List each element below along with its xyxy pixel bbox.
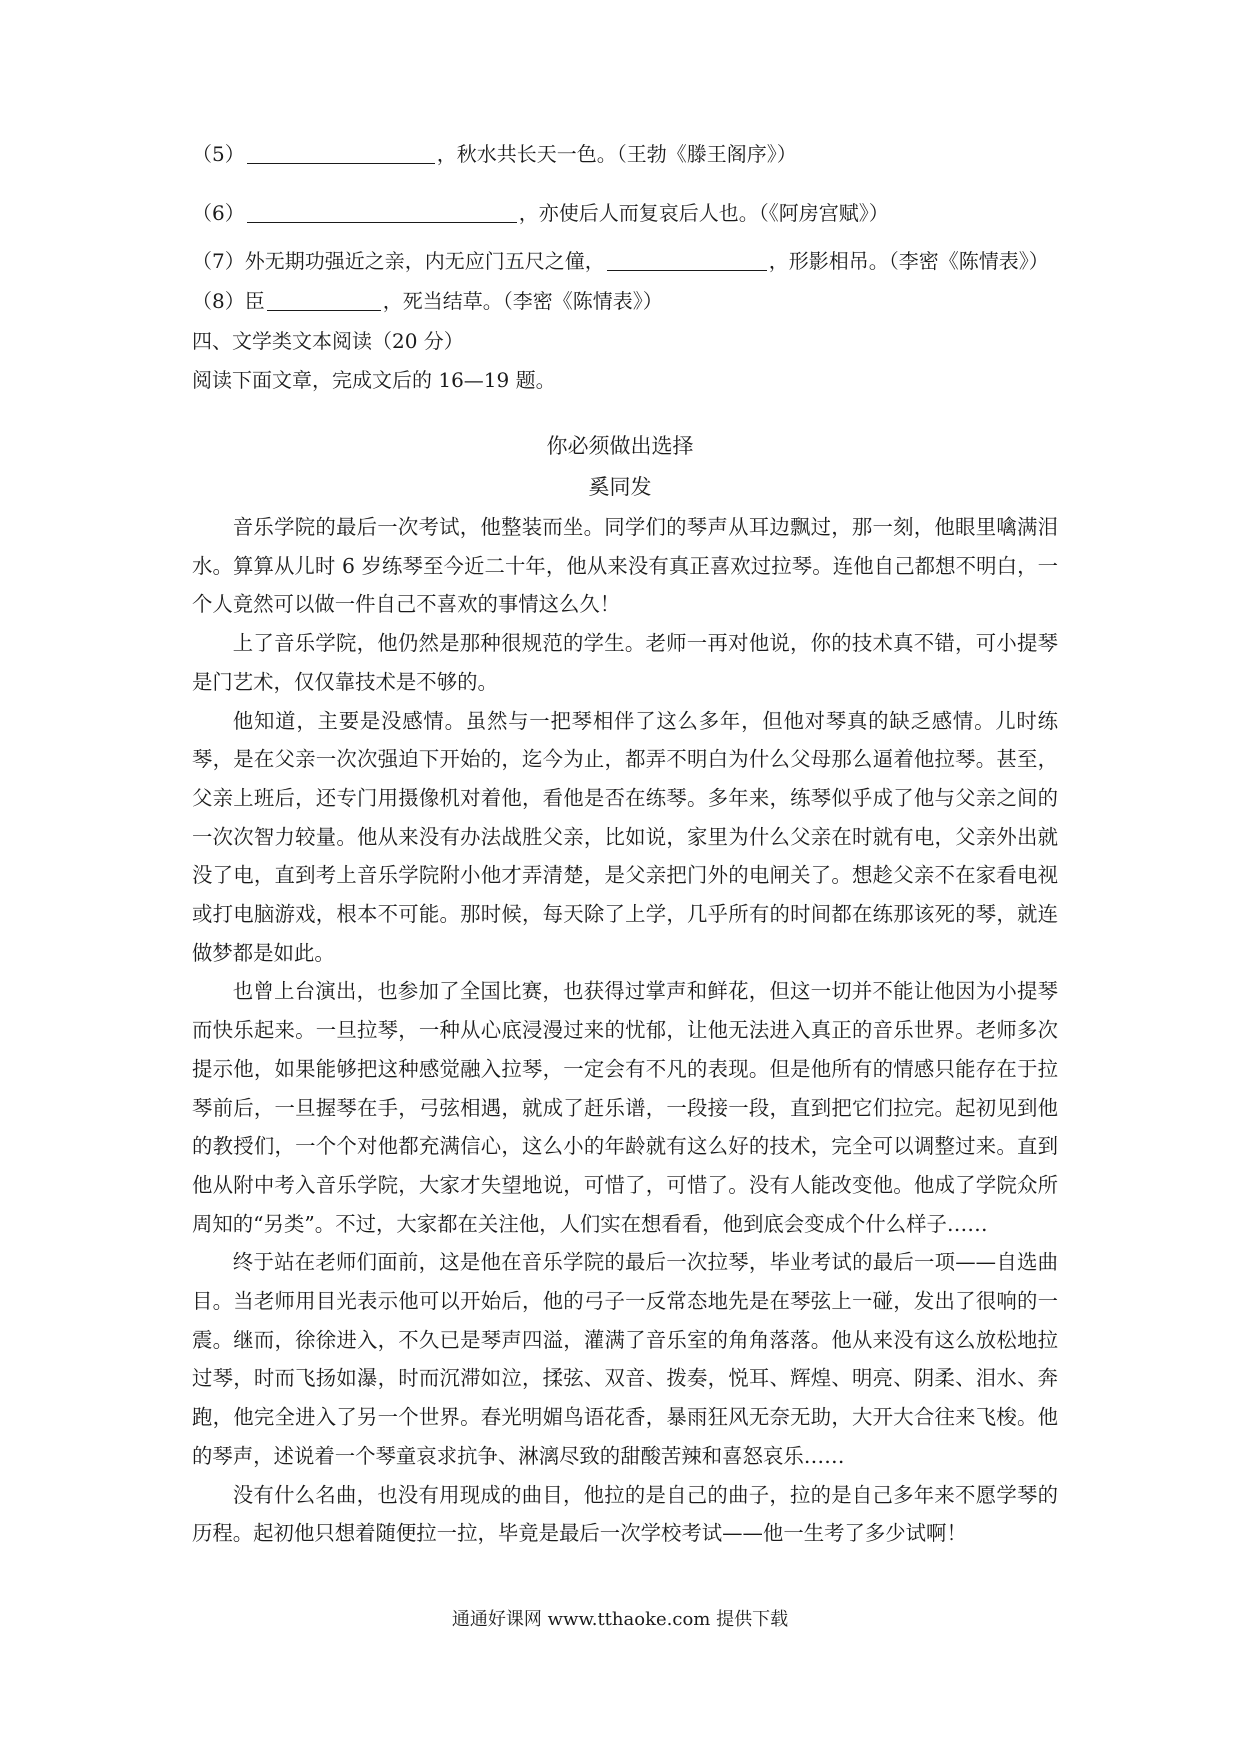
article-paragraph: 也曾上台演出，也参加了全国比赛，也获得过掌声和鲜花，但这一切并不能让他因为小提琴而快乐起来。一旦拉琴，一种从心底浸漫过来的忧郁，让他无法进入真正的音乐世界。老师多次提示他，如果能够把这种感觉融入拉琴，一定会有不凡的表现。但是他所有的情感只能存在于拉琴前后，一旦握琴在手，弓弦相遇，就成了赶乐谱，一段接一段，直到把它们拉完。起初见到他的教授们，一个个对他都充满信心，这么小的年龄就有这么好的技术，完全可以调整过来。直到他从附中考入音乐学院，大家才失望地说，可惜了，可惜了。没有人能改变他。他成了学院众所周知的“另类”。不过，大家都在关注他，人们实在想看看，他到底会变成个什么样子…… — [192, 979, 1058, 1236]
item-text-after: ，形影相吊。（李密《陈情表》） — [768, 249, 1049, 273]
item-text-after: ，亦使后人而复哀后人也。（《阿房宫赋》） — [518, 201, 889, 225]
article-paragraph: 音乐学院的最后一次考试，他整装而坐。同学们的琴声从耳边飘过，那一刻，他眼里噙满泪水。算算从儿时 6 岁练琴至今近二十年，他从来没有真正喜欢过拉琴。连他自己都想不明白，一个人竟然可以做一件自己不喜欢的事情这么久！ — [192, 515, 1058, 617]
answer-blank[interactable] — [607, 250, 767, 271]
fill-blank-item-7 — [192, 247, 1049, 275]
item-text-before: 外无期功强近之亲，内无应门五尺之僮， — [244, 249, 605, 273]
page-footer: 通通好课网 www.tthaoke.com 提供下载 — [451, 1609, 789, 1630]
article-paragraph: 他知道，主要是没感情。虽然与一把琴相伴了这么多年，但他对琴真的缺乏感情。儿时练琴，是在父亲一次次强迫下开始的，迄今为止，都弄不明白为什么父母那么逼着他拉琴。甚至，父亲上班后，还专门用摄像机对着他，看他是否在练琴。多年来，练琴似乎成了他与父亲之间的一次次智力较量。他从来没有办法战胜父亲，比如说，家里为什么父亲在时就有电，父亲外出就没了电，直到考上音乐学院附小他才弄清楚，是父亲把门外的电闸关了。想趁父亲不在家看电视或打电脑游戏，根本不可能。那时候，每天除了上学，几乎所有的时间都在练那该死的琴，就连做梦都是如此。 — [192, 708, 1058, 965]
item-text-before: 臣 — [244, 289, 265, 313]
answer-blank[interactable] — [247, 143, 435, 164]
article-body — [192, 508, 1058, 1553]
answer-blank[interactable] — [247, 202, 517, 223]
answer-blank[interactable] — [267, 290, 381, 311]
item-number: （7） — [192, 249, 245, 273]
article-paragraph: 终于站在老师们面前，这是他在音乐学院的最后一次拉琴，毕业考试的最后一项——自选曲目。当老师用目光表示他可以开始后，他的弓子一反常态地先是在琴弦上一碰，发出了很响的一震。继而，徐徐进入，不久已是琴声四溢，灌满了音乐室的角角落落。他从来没有这么放松地拉过琴，时而飞扬如瀑，时而沉滞如泣，揉弦、双音、拨奏，悦耳、辉煌、明亮、阴柔、泪水、奔跑，他完全进入了另一个世界。春光明媚鸟语花香，暴雨狂风无奈无助，大开大合往来飞梭。他的琴声，述说着一个琴童哀求抗争、淋漓尽致的甜酸苦辣和喜怒哀乐…… — [192, 1250, 1058, 1468]
reading-instruction: 阅读下面文章，完成文后的 16—19 题。 — [192, 368, 556, 392]
article-paragraph: 没有什么名曲，也没有用现成的曲目，他拉的是自己的曲子，拉的是自己多年来不愿学琴的历程。起初他只想着随便拉一拉，毕竟是最后一次学校考试——他一生考了多少试啊！ — [192, 1482, 1058, 1546]
fill-blank-item-5 — [192, 140, 797, 168]
item-number: （8） — [192, 289, 245, 313]
article-author: 奚同发 — [588, 475, 652, 499]
article-title: 你必须做出选择 — [546, 434, 694, 458]
item-text-after: ，秋水共长天一色。（王勃《滕王阁序》） — [436, 142, 797, 166]
fill-blank-item-6 — [192, 199, 889, 227]
item-text-after: ，死当结草。（李密《陈情表》） — [382, 289, 663, 313]
article-paragraph: 上了音乐学院，他仍然是那种很规范的学生。老师一再对他说，你的技术真不错，可小提琴是门艺术，仅仅靠技术是不够的。 — [192, 631, 1058, 694]
item-number: （6） — [192, 201, 245, 225]
section-heading: 四、文学类文本阅读（20 分） — [192, 329, 464, 353]
fill-blank-item-8 — [192, 287, 663, 315]
item-number: （5） — [192, 142, 245, 166]
